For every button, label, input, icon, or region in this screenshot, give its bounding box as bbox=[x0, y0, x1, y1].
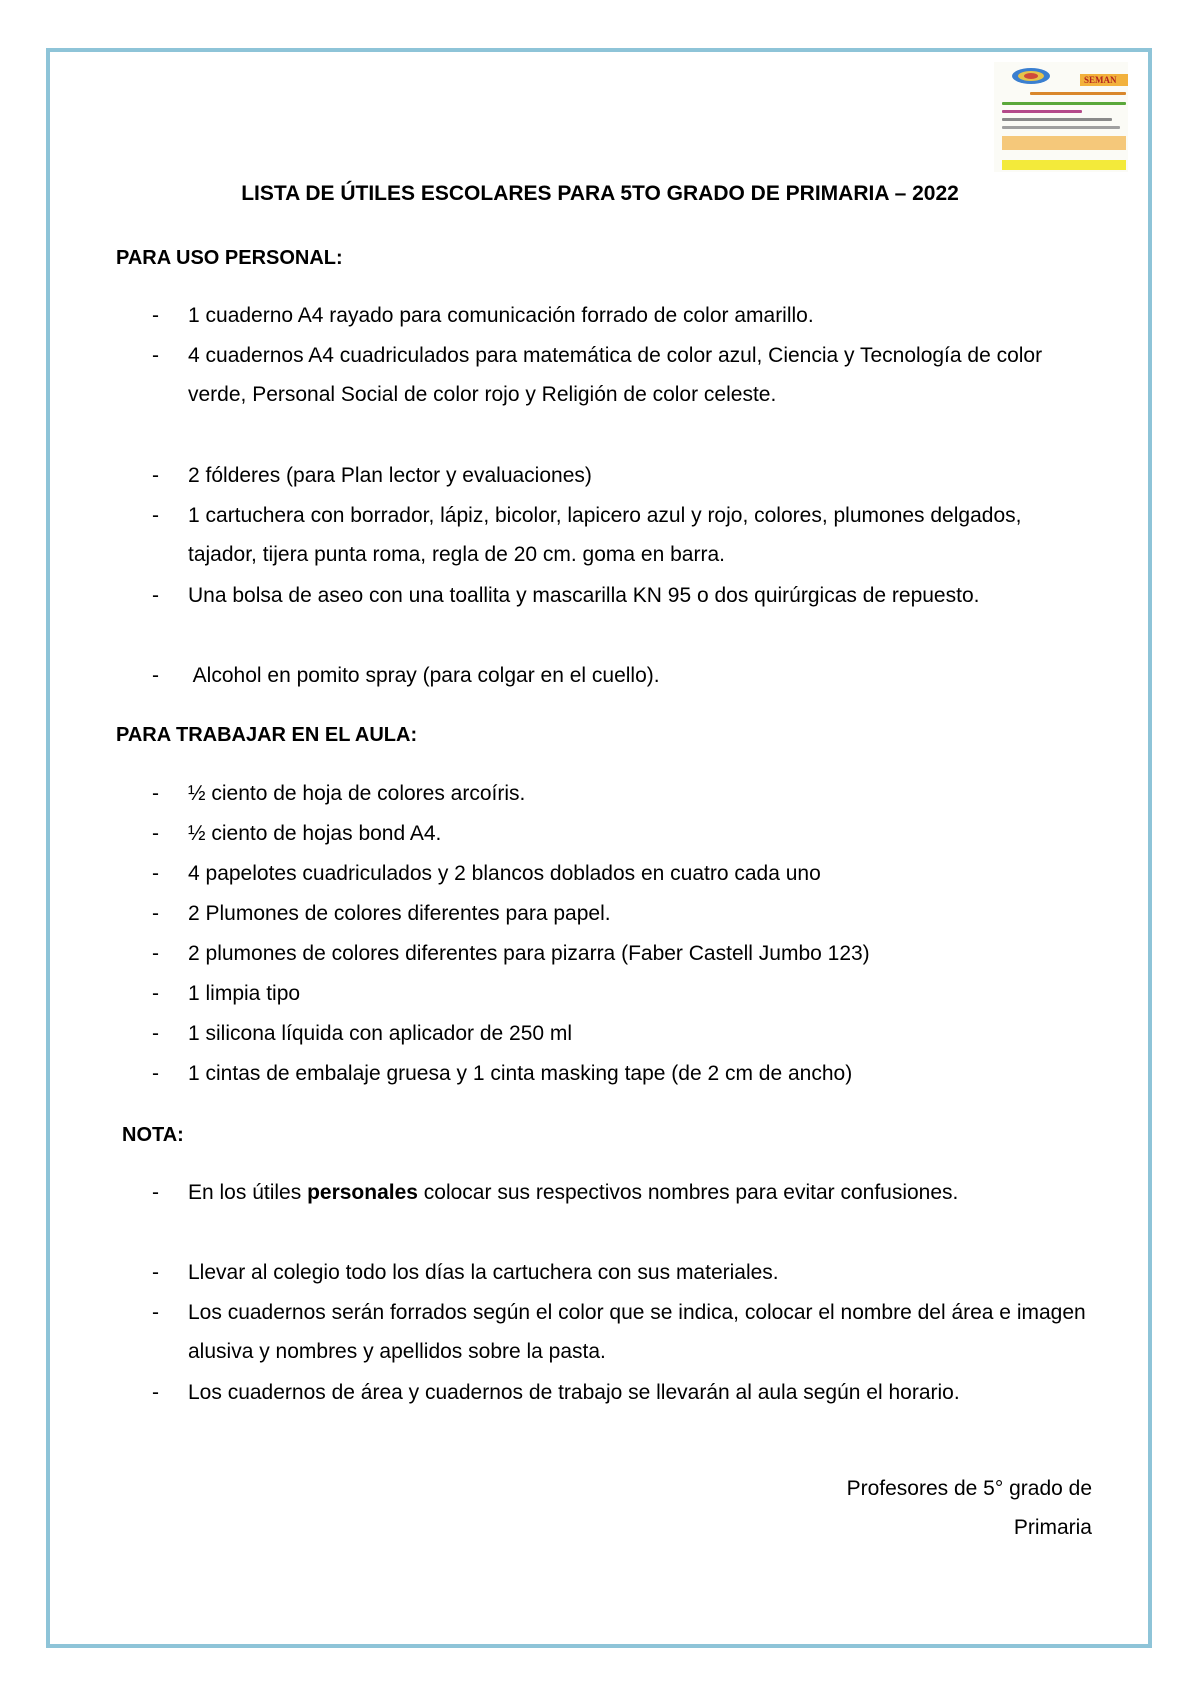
list-item bbox=[152, 1373, 1092, 1412]
list-item-text: 1 silicona líquida con aplicador de 250 ml bbox=[188, 1022, 573, 1045]
list-dash: - bbox=[152, 1381, 159, 1404]
thumb-line bbox=[1002, 126, 1120, 129]
list-item bbox=[152, 974, 1092, 1013]
list-item-text: 1 cartuchera con borrador, lápiz, bicolor, lapicero azul y rojo, colores, plumones delgados, tajador, tijera punta roma, regla de 20 cm. goma en barra. bbox=[188, 504, 1022, 566]
list-dash: - bbox=[152, 664, 159, 687]
thumb-line bbox=[1002, 102, 1126, 105]
thumb-line bbox=[1002, 110, 1082, 113]
list-dash: - bbox=[152, 822, 159, 845]
list-dash: - bbox=[152, 1181, 159, 1204]
section-heading-nota: NOTA: bbox=[122, 1124, 184, 1146]
list-dash: - bbox=[152, 942, 159, 965]
list-item bbox=[152, 656, 1092, 695]
note-text-end: colocar sus respectivos nombres para evitar confusiones. bbox=[417, 1181, 959, 1204]
list-item bbox=[152, 576, 1092, 615]
list-item-text: 4 cuadernos A4 cuadriculados para matemática de color azul, Ciencia y Tecnología de color verde, Personal Social de color rojo y Religión de color celeste. bbox=[188, 344, 1043, 406]
list-item bbox=[152, 496, 1092, 574]
list-item-text bbox=[188, 1173, 1092, 1212]
week-tag: SEMAN bbox=[1080, 74, 1128, 86]
list-item-text: 2 Plumones de colores diferentes para papel. bbox=[188, 902, 611, 925]
list-dash: - bbox=[152, 1261, 159, 1284]
list-item-text: Los cuadernos de área y cuadernos de trabajo se llevarán al aula según el horario. bbox=[188, 1381, 960, 1404]
list-dash: - bbox=[152, 584, 159, 607]
note-text-bold: personales bbox=[307, 1181, 418, 1204]
list-item bbox=[152, 854, 1092, 893]
list-item-text: 1 limpia tipo bbox=[188, 982, 301, 1005]
section-heading-personal: PARA USO PERSONAL: bbox=[116, 247, 343, 269]
list-item-text: Los cuadernos serán forrados según el color que se indica, colocar el nombre del área e imagen alusiva y nombres y apellidos sobre la pasta. bbox=[188, 1301, 1086, 1363]
list-dash: - bbox=[152, 862, 159, 885]
list-item-text: Una bolsa de aseo con una toallita y mascarilla KN 95 o dos quirúrgicas de repuesto. bbox=[188, 584, 980, 607]
list-item bbox=[152, 1253, 1092, 1292]
list-item-text: 2 plumones de colores diferentes para pizarra (Faber Castell Jumbo 123) bbox=[188, 942, 870, 965]
signature-line-1: Profesores de 5° grado de bbox=[846, 1477, 1092, 1500]
list-dash: - bbox=[152, 1022, 159, 1045]
list-item-text: Llevar al colegio todo los días la cartuchera con sus materiales. bbox=[188, 1261, 779, 1284]
list-dash: - bbox=[152, 1062, 159, 1085]
page-title: LISTA DE ÚTILES ESCOLARES PARA 5TO GRADO DE PRIMARIA – 2022 bbox=[241, 182, 959, 205]
list-item-text: 1 cintas de embalaje gruesa y 1 cinta masking tape (de 2 cm de ancho) bbox=[188, 1062, 853, 1085]
list-item bbox=[152, 1054, 1092, 1093]
signature-line-2: Primaria bbox=[1013, 1516, 1092, 1539]
section-heading-aula: PARA TRABAJAR EN EL AULA: bbox=[116, 724, 418, 746]
list-item-text: 2 fólderes (para Plan lector y evaluaciones) bbox=[188, 464, 592, 487]
list-item bbox=[152, 894, 1092, 933]
list-item-text: 4 papelotes cuadriculados y 2 blancos doblados en cuatro cada uno bbox=[188, 862, 821, 885]
list-item bbox=[152, 1293, 1092, 1371]
list-item-text: 1 cuaderno A4 rayado para comunicación forrado de color amarillo. bbox=[188, 304, 814, 327]
list-item bbox=[152, 456, 1092, 495]
list-dash: - bbox=[152, 782, 159, 805]
list-item bbox=[152, 774, 1092, 813]
list-dash: - bbox=[152, 504, 159, 527]
thumb-line bbox=[1002, 118, 1112, 121]
list-item bbox=[152, 814, 1092, 853]
school-logo-icon bbox=[1010, 66, 1052, 86]
note-text-start: En los útiles bbox=[188, 1181, 308, 1204]
list-item-text: ½ ciento de hoja de colores arcoíris. bbox=[188, 782, 526, 805]
list-item bbox=[152, 296, 1092, 335]
list-dash: - bbox=[152, 982, 159, 1005]
thumb-line bbox=[1030, 92, 1126, 95]
header-thumbnail-image bbox=[994, 62, 1128, 172]
list-item bbox=[152, 1014, 1092, 1053]
list-dash: - bbox=[152, 902, 159, 925]
list-item bbox=[152, 934, 1092, 973]
list-item-text: ½ ciento de hojas bond A4. bbox=[188, 822, 442, 845]
thumb-box bbox=[1002, 160, 1126, 170]
list-item bbox=[152, 336, 1092, 414]
list-item-text: Alcohol en pomito spray (para colgar en el cuello). bbox=[188, 664, 660, 687]
list-dash: - bbox=[152, 304, 159, 327]
thumb-box bbox=[1002, 136, 1126, 150]
list-dash: - bbox=[152, 464, 159, 487]
list-dash: - bbox=[152, 1301, 159, 1324]
list-item bbox=[152, 1173, 1092, 1212]
list-dash: - bbox=[152, 344, 159, 367]
